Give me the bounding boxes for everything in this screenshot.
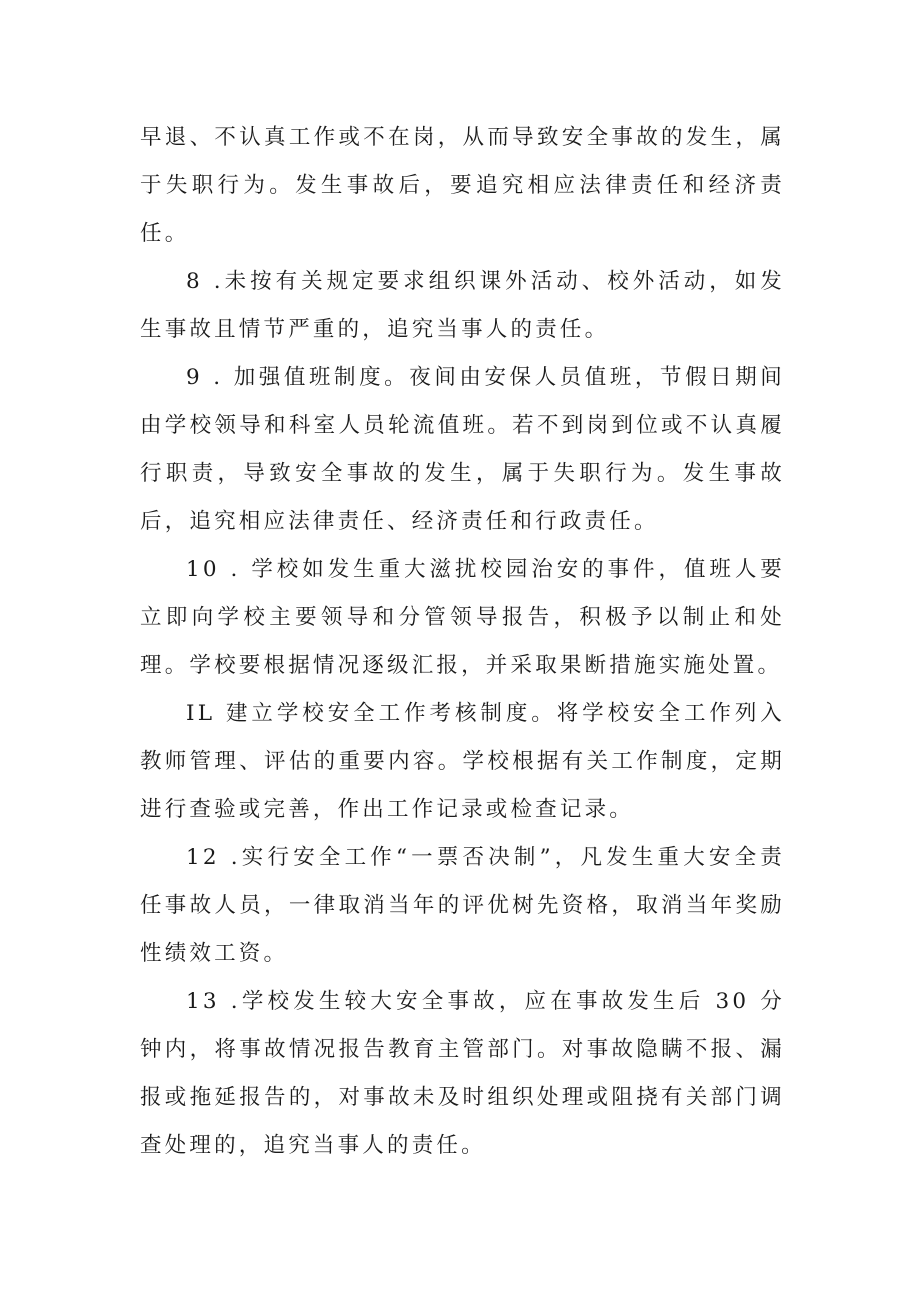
paragraph-continuation: 早退、不认真工作或不在岗，从而导致安全事故的发生，属于失职行为。发生事故后，要追究相应法律责任和经济责任。: [140, 125, 785, 246]
paragraph-item-8: 8 .未按有关规定要求组织课外活动、校外活动，如发生事故且情节严重的，追究当事人的责任。: [140, 269, 785, 342]
paragraph-item-12: 12 .实行安全工作“一票否决制”，凡发生重大安全责任事故人员，一律取消当年的评优树先资格，取消当年奖励性绩效工资。: [140, 845, 785, 966]
paragraph-item-11: IL 建立学校安全工作考核制度。将学校安全工作列入教师管理、评估的重要内容。学校根据有关工作制度，定期进行查验或完善，作出工作记录或检查记录。: [140, 701, 785, 822]
paragraph-item-10: 10 . 学校如发生重大滋扰校园治安的事件，值班人要立即向学校主要领导和分管领导报告，积极予以制止和处理。学校要根据情况逐级汇报，并采取果断措施实施处置。: [140, 557, 785, 678]
paragraph-item-9: 9 . 加强值班制度。夜间由安保人员值班，节假日期间由学校领导和科室人员轮流值班。若不到岗到位或不认真履行职责，导致安全事故的发生，属于失职行为。发生事故后，追究相应法律责任、经济责任和行政责任。: [140, 365, 785, 534]
document-body: [140, 114, 785, 1170]
paragraph-item-13: 13 .学校发生较大安全事故，应在事故发生后 30 分钟内，将事故情况报告教育主管部门。对事故隐瞒不报、漏报或拖延报告的，对事故未及时组织处理或阻挠有关部门调查处理的，追究当事人的责任。: [140, 989, 785, 1158]
